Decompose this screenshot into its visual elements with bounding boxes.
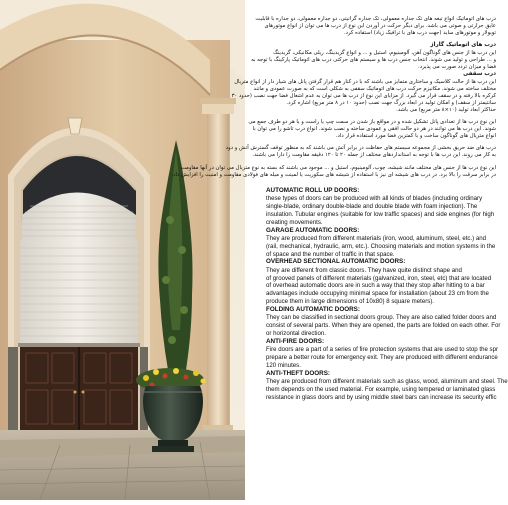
english-section xyxy=(266,186,508,402)
persian-section xyxy=(171,16,496,179)
english-line: them depends on the used material. For example, using tempered or laminated glass xyxy=(266,386,496,394)
english-line: They can be classified in sectional doors group. They are also called folder doors and xyxy=(266,314,497,322)
english-line: single-blade, ordinary double-blade and double blade with foam injection). The xyxy=(266,202,478,210)
english-line: (rail, mechanical, hydraulic, arm, etc.). Choosing materials and motion systems in the xyxy=(266,242,496,250)
english-line: Fire doors are a part of a series of fire protection systems that are used to stop the spr xyxy=(266,346,499,354)
persian-line: کرکره بالا رفته و در سقف قرار می گیرد. از مزایای این نوع از درب ها می توان به عدم اشغال فضا جهت نصب (حدود ۳۰ xyxy=(231,92,496,99)
persian-line: سانتیمتر از سقف) و امکان تولید در ابعاد بزرگ جهت نصب (حدود ۱۰ در ۸ متر مربع) اشاره کرد. xyxy=(286,99,496,106)
english-line: prepare a better route for emergency exit. They are produced with different endurance xyxy=(266,354,498,362)
persian-line: در برابر سرقت را بالا برد. در درب های شیشه ای نیز با استفاده از شیشه های سکوریت یا لمینت و میله های فولادی مقاومت و امنیت را افزایش داد. xyxy=(171,171,496,178)
bilingual-text-column xyxy=(171,16,508,496)
english-line: of overhead automatic doors are in such a way that they stop after hitting to a bar xyxy=(266,282,485,290)
persian-line: درب های اتوماتیک انواع تیغه های تک جداره معمولی، تک جداره گرانیتی، دو جداره معمولی، دو جداره با قابلیت xyxy=(255,16,496,22)
english-line: resistance in glass doors and by using middle steel bars can increase its security effic xyxy=(266,394,497,402)
persian-heading: درب های اتوماتیک گاراژ xyxy=(430,42,496,49)
english-line: advantages include occupying minimal space for installation (about 23 cm from the xyxy=(266,290,489,298)
persian-heading: درب سقفی xyxy=(463,71,496,78)
persian-line: توبولار و موتورهای ساید (جهت درب های با ترافیک زیاد) استفاده کرد. xyxy=(343,30,496,37)
english-line: these types of doors can be produced with all kinds of blades (including ordinary xyxy=(266,194,483,202)
house-entrance-photo xyxy=(0,0,245,500)
persian-line: عایق حرارتی و صوتی می باشد. برای دیگر حرکت در آوردن این نوع از درب ها می توان از انواع موتورهای xyxy=(264,23,496,30)
persian-line: این درب ها از حالت کلاسیک و ساختاری متمایز می باشند که با در کنار هم قرار گرفتن پانل های شیار دار از انواع متریال xyxy=(234,78,496,85)
english-line: or horizontal direction. xyxy=(266,330,326,338)
english-line: They are produced from different materials such as glass, wood, aluminum and steel. The xyxy=(266,378,508,386)
persian-line: شوند. این درب ها می توانند در هر دو حالت افقی و عمودی ساخته و نصب شوند. انواع درب تاشو را می توان با xyxy=(252,126,496,133)
english-line: creating movements. xyxy=(266,218,323,226)
persian-line: به کار می روند. این درب ها با توجه به استانداردهای مختلف از جمله ۲۰ تا ۱۲۰ دقیقه مقاومت را دارا می باشند. xyxy=(252,152,496,159)
persian-line: حداکثر ابعاد تولید (۱۰×۸ متر مربع) می باشد. xyxy=(396,106,496,113)
persian-line: و ... طراحی و تولید می شوند. انتخاب جنس درب ها و سیستم های حرکتی درب های اتوماتیک پارکینگ با توجه به xyxy=(251,56,496,63)
persian-line: این نوع درب ها از جنس های مختلف مانند شیشه، چوب، آلومینیوم، استیل و ... موجود می باشند که بسته به نوع متریال می توان در آنها مقاومت xyxy=(180,164,496,171)
english-line: of space and the number of traffic in that space. xyxy=(266,250,395,258)
english-line: consist of several parts. When they are opened, the parts are folded on each other. For xyxy=(266,322,501,330)
english-heading: OVERHEAD SECTIONAL AUTOMATIC DOORS: xyxy=(266,258,406,266)
persian-line: انواع متریال های گوناگون ساخت و با کمترین فضا مورد استفاده قرار داد. xyxy=(335,133,496,140)
persian-line: این نوع درب ها از تعدادی پانل تشکیل شده و در مواقع باز شدن در سمت چپ یا راست و یا هر دو طرف جمع می xyxy=(248,119,496,126)
english-heading: AUTOMATIC ROLL UP DOORS: xyxy=(266,186,360,194)
english-line: of grooved panels of different materials (galvanized, iron, steel, etc) that are located xyxy=(266,274,492,282)
english-line: insulation. Tubular engines (suitable for low traffic spaces) and side engines (for high xyxy=(266,210,495,218)
english-heading: ANTI-FIRE DOORS: xyxy=(266,338,325,346)
english-line: They are produced from different materials (iron, wood, aluminum, steel, etc.) and xyxy=(266,234,487,242)
english-line: produce them in large dimensions of 10x80) 8 square meters). xyxy=(266,298,435,306)
english-line: They are different from classic doors. They have quite distinct shape and xyxy=(266,266,462,274)
english-line: 120 minutes. xyxy=(266,362,301,370)
persian-line: فضا و میزان تردد صورت می پذیرد. xyxy=(418,63,496,70)
english-heading: GARAGE AUTOMATIC DOORS: xyxy=(266,226,360,234)
persian-line: مختلف ساخته می شوند. مکانیزم حرکت درب های اتوماتیک سقفی به شکلی است که به صورت عمودی و مانند xyxy=(253,85,496,92)
persian-line: این درب ها از جنس های گوناگون آهن، آلومینیوم، استیل و ... و انواع گریدینگ، ریلی مکانیکی، گریدینگ xyxy=(273,49,496,56)
persian-line: درب های ضد حریق بخشی از مجموعه سیستم های حفاظت در برابر آتش می باشند که به منظور توقف گسترش آتش و دود xyxy=(225,145,496,152)
english-heading: ANTI-THEFT DOORS: xyxy=(266,370,331,378)
english-heading: FOLDING AUTOMATIC DOORS: xyxy=(266,306,360,314)
